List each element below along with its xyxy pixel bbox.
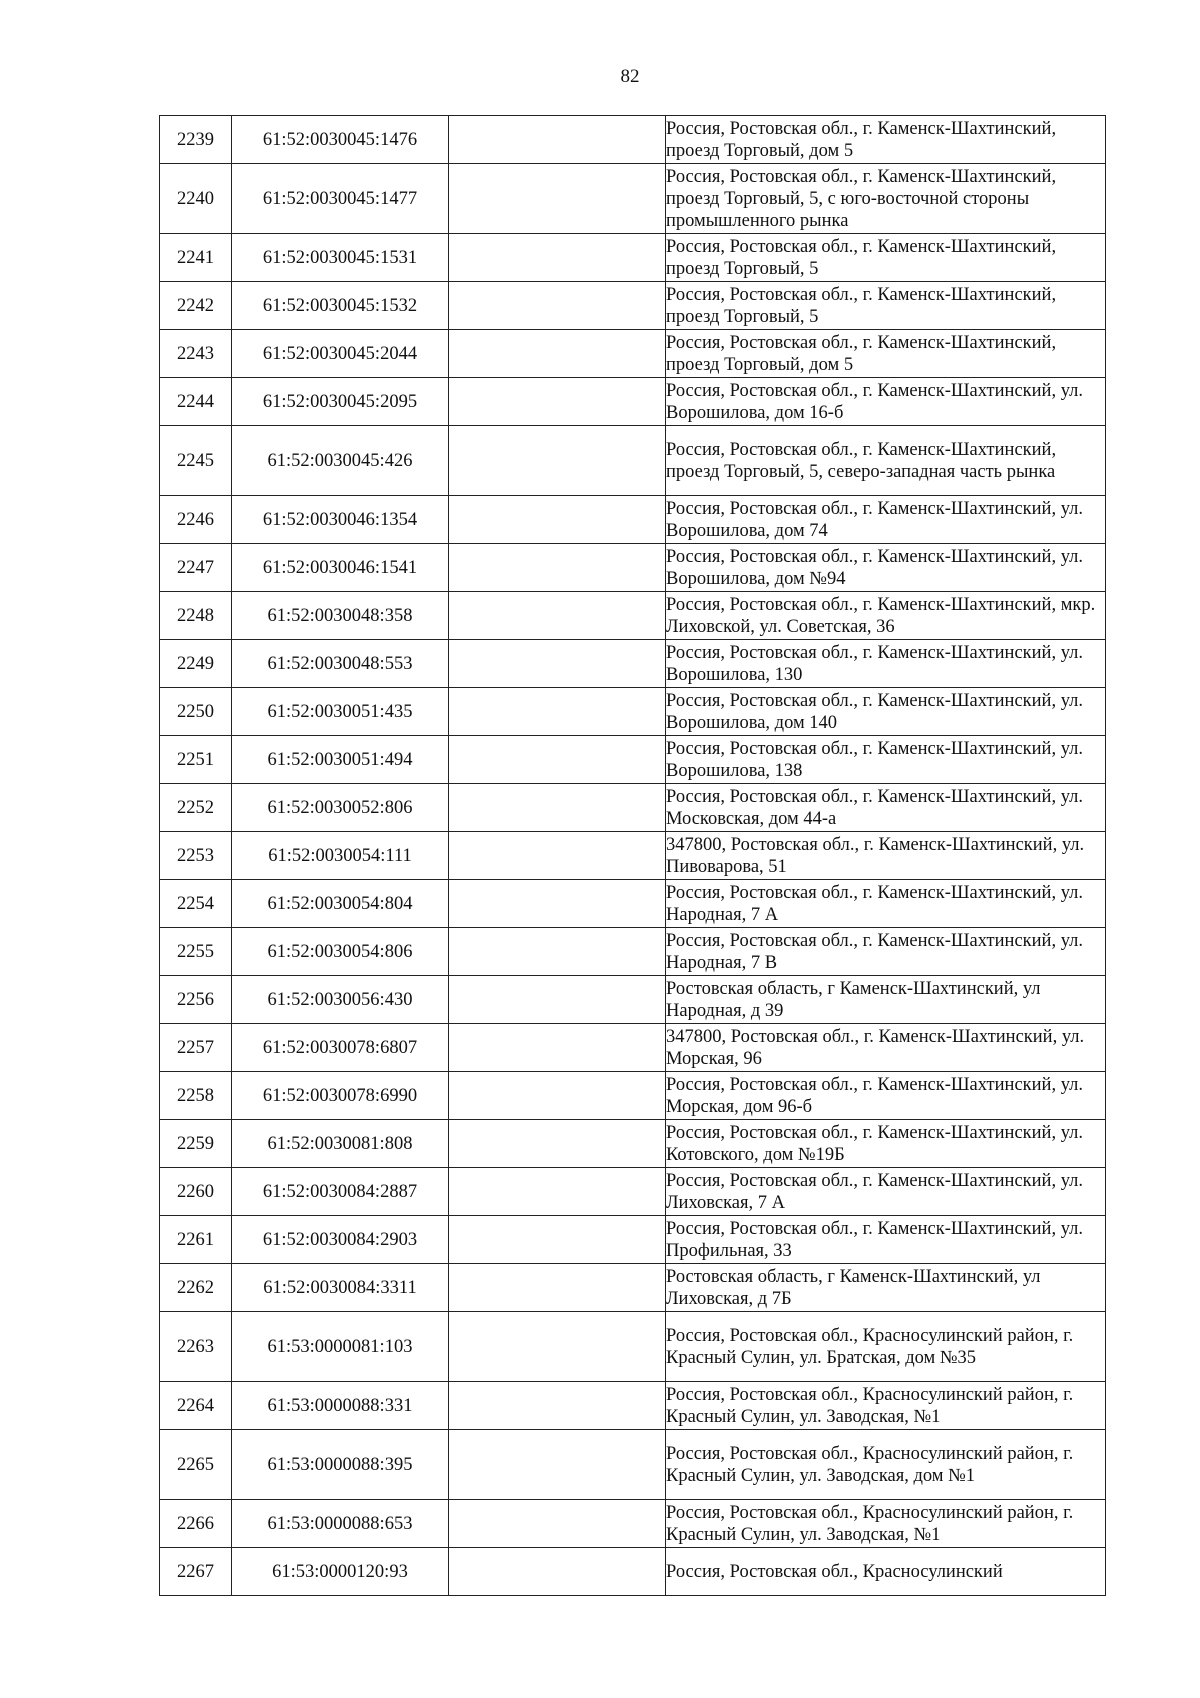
table-row [160, 1216, 1106, 1264]
cadastral-number: 61:52:0030054:806 [232, 928, 449, 976]
empty-cell [449, 688, 666, 736]
cadastral-number: 61:53:0000120:93 [232, 1548, 449, 1596]
cadastral-number: 61:52:0030084:2887 [232, 1168, 449, 1216]
row-number: 2260 [160, 1168, 232, 1216]
row-number: 2244 [160, 378, 232, 426]
empty-cell [449, 234, 666, 282]
address: Россия, Ростовская обл., г. Каменск-Шахтинский, ул. Московская, дом 44-а [666, 784, 1106, 832]
row-number: 2266 [160, 1500, 232, 1548]
cadastral-number: 61:52:0030084:2903 [232, 1216, 449, 1264]
cadastral-number: 61:52:0030048:553 [232, 640, 449, 688]
row-number: 2256 [160, 976, 232, 1024]
row-number: 2257 [160, 1024, 232, 1072]
table-row [160, 736, 1106, 784]
cadastral-number: 61:52:0030045:1476 [232, 116, 449, 164]
empty-cell [449, 1024, 666, 1072]
table-row [160, 164, 1106, 234]
cadastral-number: 61:53:0000088:331 [232, 1382, 449, 1430]
table-row [160, 832, 1106, 880]
cadastral-number: 61:52:0030084:3311 [232, 1264, 449, 1312]
address: 347800, Ростовская обл., г. Каменск-Шахтинский, ул. Пивоварова, 51 [666, 832, 1106, 880]
table-row [160, 784, 1106, 832]
row-number: 2245 [160, 426, 232, 496]
address: Россия, Ростовская обл., г. Каменск-Шахтинский, проезд Торговый, 5 [666, 234, 1106, 282]
table-row [160, 426, 1106, 496]
row-number: 2263 [160, 1312, 232, 1382]
address: Россия, Ростовская обл., г. Каменск-Шахтинский, ул. Ворошилова, дом 74 [666, 496, 1106, 544]
table-row [160, 1120, 1106, 1168]
cadastral-number: 61:52:0030054:111 [232, 832, 449, 880]
address: Россия, Ростовская обл., Красносулинский район, г. Красный Сулин, ул. Заводская, дом №1 [666, 1430, 1106, 1500]
empty-cell [449, 592, 666, 640]
address: Россия, Ростовская обл., Красносулинский [666, 1548, 1106, 1596]
address: Россия, Ростовская обл., г. Каменск-Шахтинский, мкр. Лиховской, ул. Советская, 36 [666, 592, 1106, 640]
cadastral-number: 61:52:0030078:6990 [232, 1072, 449, 1120]
row-number: 2246 [160, 496, 232, 544]
address: Россия, Ростовская обл., г. Каменск-Шахтинский, ул. Профильная, 33 [666, 1216, 1106, 1264]
address: Россия, Ростовская обл., г. Каменск-Шахтинский, проезд Торговый, 5, с юго-восточной стороны промышленного рынка [666, 164, 1106, 234]
table-row [160, 330, 1106, 378]
cadastral-number: 61:52:0030078:6807 [232, 1024, 449, 1072]
empty-cell [449, 1264, 666, 1312]
address: Россия, Ростовская обл., Красносулинский район, г. Красный Сулин, ул. Заводская, №1 [666, 1500, 1106, 1548]
cadastral-number: 61:52:0030051:435 [232, 688, 449, 736]
table-row [160, 640, 1106, 688]
address: Россия, Ростовская обл., г. Каменск-Шахтинский, ул. Народная, 7 А [666, 880, 1106, 928]
cadastral-number: 61:52:0030081:808 [232, 1120, 449, 1168]
cadastral-number: 61:52:0030056:430 [232, 976, 449, 1024]
table-row [160, 880, 1106, 928]
row-number: 2242 [160, 282, 232, 330]
row-number: 2261 [160, 1216, 232, 1264]
cadastral-number: 61:52:0030046:1354 [232, 496, 449, 544]
table-row [160, 234, 1106, 282]
empty-cell [449, 1216, 666, 1264]
cadastral-number: 61:52:0030045:1477 [232, 164, 449, 234]
cadastral-number: 61:52:0030051:494 [232, 736, 449, 784]
row-number: 2241 [160, 234, 232, 282]
empty-cell [449, 544, 666, 592]
table-row [160, 976, 1106, 1024]
address: Россия, Ростовская обл., г. Каменск-Шахтинский, ул. Ворошилова, дом №94 [666, 544, 1106, 592]
address: Россия, Ростовская обл., г. Каменск-Шахтинский, ул. Ворошилова, дом 16-б [666, 378, 1106, 426]
table-row [160, 1430, 1106, 1500]
cadastral-number: 61:53:0000081:103 [232, 1312, 449, 1382]
row-number: 2240 [160, 164, 232, 234]
empty-cell [449, 1168, 666, 1216]
table-row [160, 1168, 1106, 1216]
empty-cell [449, 928, 666, 976]
cadastral-number: 61:52:0030048:358 [232, 592, 449, 640]
row-number: 2251 [160, 736, 232, 784]
address: Россия, Ростовская обл., г. Каменск-Шахтинский, ул. Лиховская, 7 А [666, 1168, 1106, 1216]
address: 347800, Ростовская обл., г. Каменск-Шахтинский, ул. Морская, 96 [666, 1024, 1106, 1072]
empty-cell [449, 1430, 666, 1500]
empty-cell [449, 784, 666, 832]
empty-cell [449, 880, 666, 928]
address: Россия, Ростовская обл., г. Каменск-Шахтинский, ул. Ворошилова, 138 [666, 736, 1106, 784]
empty-cell [449, 116, 666, 164]
table-row [160, 1500, 1106, 1548]
cadastral-number: 61:52:0030045:2095 [232, 378, 449, 426]
cadastral-number: 61:52:0030045:426 [232, 426, 449, 496]
empty-cell [449, 640, 666, 688]
cadastral-number: 61:53:0000088:653 [232, 1500, 449, 1548]
address: Россия, Ростовская обл., г. Каменск-Шахтинский, проезд Торговый, 5, северо-западная часть рынка [666, 426, 1106, 496]
table-row [160, 496, 1106, 544]
row-number: 2262 [160, 1264, 232, 1312]
address: Россия, Ростовская обл., г. Каменск-Шахтинский, проезд Торговый, дом 5 [666, 116, 1106, 164]
cadastral-number: 61:52:0030045:1531 [232, 234, 449, 282]
address: Россия, Ростовская обл., г. Каменск-Шахтинский, ул. Ворошилова, 130 [666, 640, 1106, 688]
cadastral-number: 61:52:0030052:806 [232, 784, 449, 832]
empty-cell [449, 1382, 666, 1430]
table-row [160, 928, 1106, 976]
address: Россия, Ростовская обл., г. Каменск-Шахтинский, ул. Ворошилова, дом 140 [666, 688, 1106, 736]
table-row [160, 282, 1106, 330]
table-row [160, 544, 1106, 592]
row-number: 2264 [160, 1382, 232, 1430]
row-number: 2255 [160, 928, 232, 976]
address: Россия, Ростовская обл., г. Каменск-Шахтинский, ул. Морская, дом 96-б [666, 1072, 1106, 1120]
table-row [160, 592, 1106, 640]
address: Ростовская область, г Каменск-Шахтинский, ул Народная, д 39 [666, 976, 1106, 1024]
table-row [160, 1024, 1106, 1072]
empty-cell [449, 426, 666, 496]
empty-cell [449, 164, 666, 234]
empty-cell [449, 1312, 666, 1382]
empty-cell [449, 378, 666, 426]
address: Ростовская область, г Каменск-Шахтинский, ул Лиховская, д 7Б [666, 1264, 1106, 1312]
table-row [160, 1312, 1106, 1382]
registry-table [159, 115, 1106, 1596]
empty-cell [449, 736, 666, 784]
table-row [160, 688, 1106, 736]
table-row [160, 1264, 1106, 1312]
cadastral-number: 61:53:0000088:395 [232, 1430, 449, 1500]
row-number: 2258 [160, 1072, 232, 1120]
address: Россия, Ростовская обл., Красносулинский район, г. Красный Сулин, ул. Братская, дом №35 [666, 1312, 1106, 1382]
empty-cell [449, 330, 666, 378]
empty-cell [449, 1120, 666, 1168]
cadastral-number: 61:52:0030045:1532 [232, 282, 449, 330]
row-number: 2265 [160, 1430, 232, 1500]
row-number: 2239 [160, 116, 232, 164]
cadastral-number: 61:52:0030046:1541 [232, 544, 449, 592]
registry-table-body [160, 116, 1106, 1596]
row-number: 2254 [160, 880, 232, 928]
table-row [160, 116, 1106, 164]
empty-cell [449, 1072, 666, 1120]
row-number: 2267 [160, 1548, 232, 1596]
row-number: 2249 [160, 640, 232, 688]
address: Россия, Ростовская обл., г. Каменск-Шахтинский, ул. Народная, 7 В [666, 928, 1106, 976]
page-number: 82 [620, 66, 640, 87]
row-number: 2253 [160, 832, 232, 880]
cadastral-number: 61:52:0030054:804 [232, 880, 449, 928]
row-number: 2247 [160, 544, 232, 592]
table-row [160, 378, 1106, 426]
table-row [160, 1072, 1106, 1120]
empty-cell [449, 1500, 666, 1548]
address: Россия, Ростовская обл., г. Каменск-Шахтинский, проезд Торговый, 5 [666, 282, 1106, 330]
cadastral-number: 61:52:0030045:2044 [232, 330, 449, 378]
empty-cell [449, 832, 666, 880]
empty-cell [449, 1548, 666, 1596]
address: Россия, Ростовская обл., г. Каменск-Шахтинский, ул. Котовского, дом №19Б [666, 1120, 1106, 1168]
table-row [160, 1382, 1106, 1430]
empty-cell [449, 496, 666, 544]
table-row [160, 1548, 1106, 1596]
row-number: 2259 [160, 1120, 232, 1168]
address: Россия, Ростовская обл., г. Каменск-Шахтинский, проезд Торговый, дом 5 [666, 330, 1106, 378]
empty-cell [449, 976, 666, 1024]
row-number: 2248 [160, 592, 232, 640]
row-number: 2243 [160, 330, 232, 378]
address: Россия, Ростовская обл., Красносулинский район, г. Красный Сулин, ул. Заводская, №1 [666, 1382, 1106, 1430]
empty-cell [449, 282, 666, 330]
row-number: 2252 [160, 784, 232, 832]
row-number: 2250 [160, 688, 232, 736]
